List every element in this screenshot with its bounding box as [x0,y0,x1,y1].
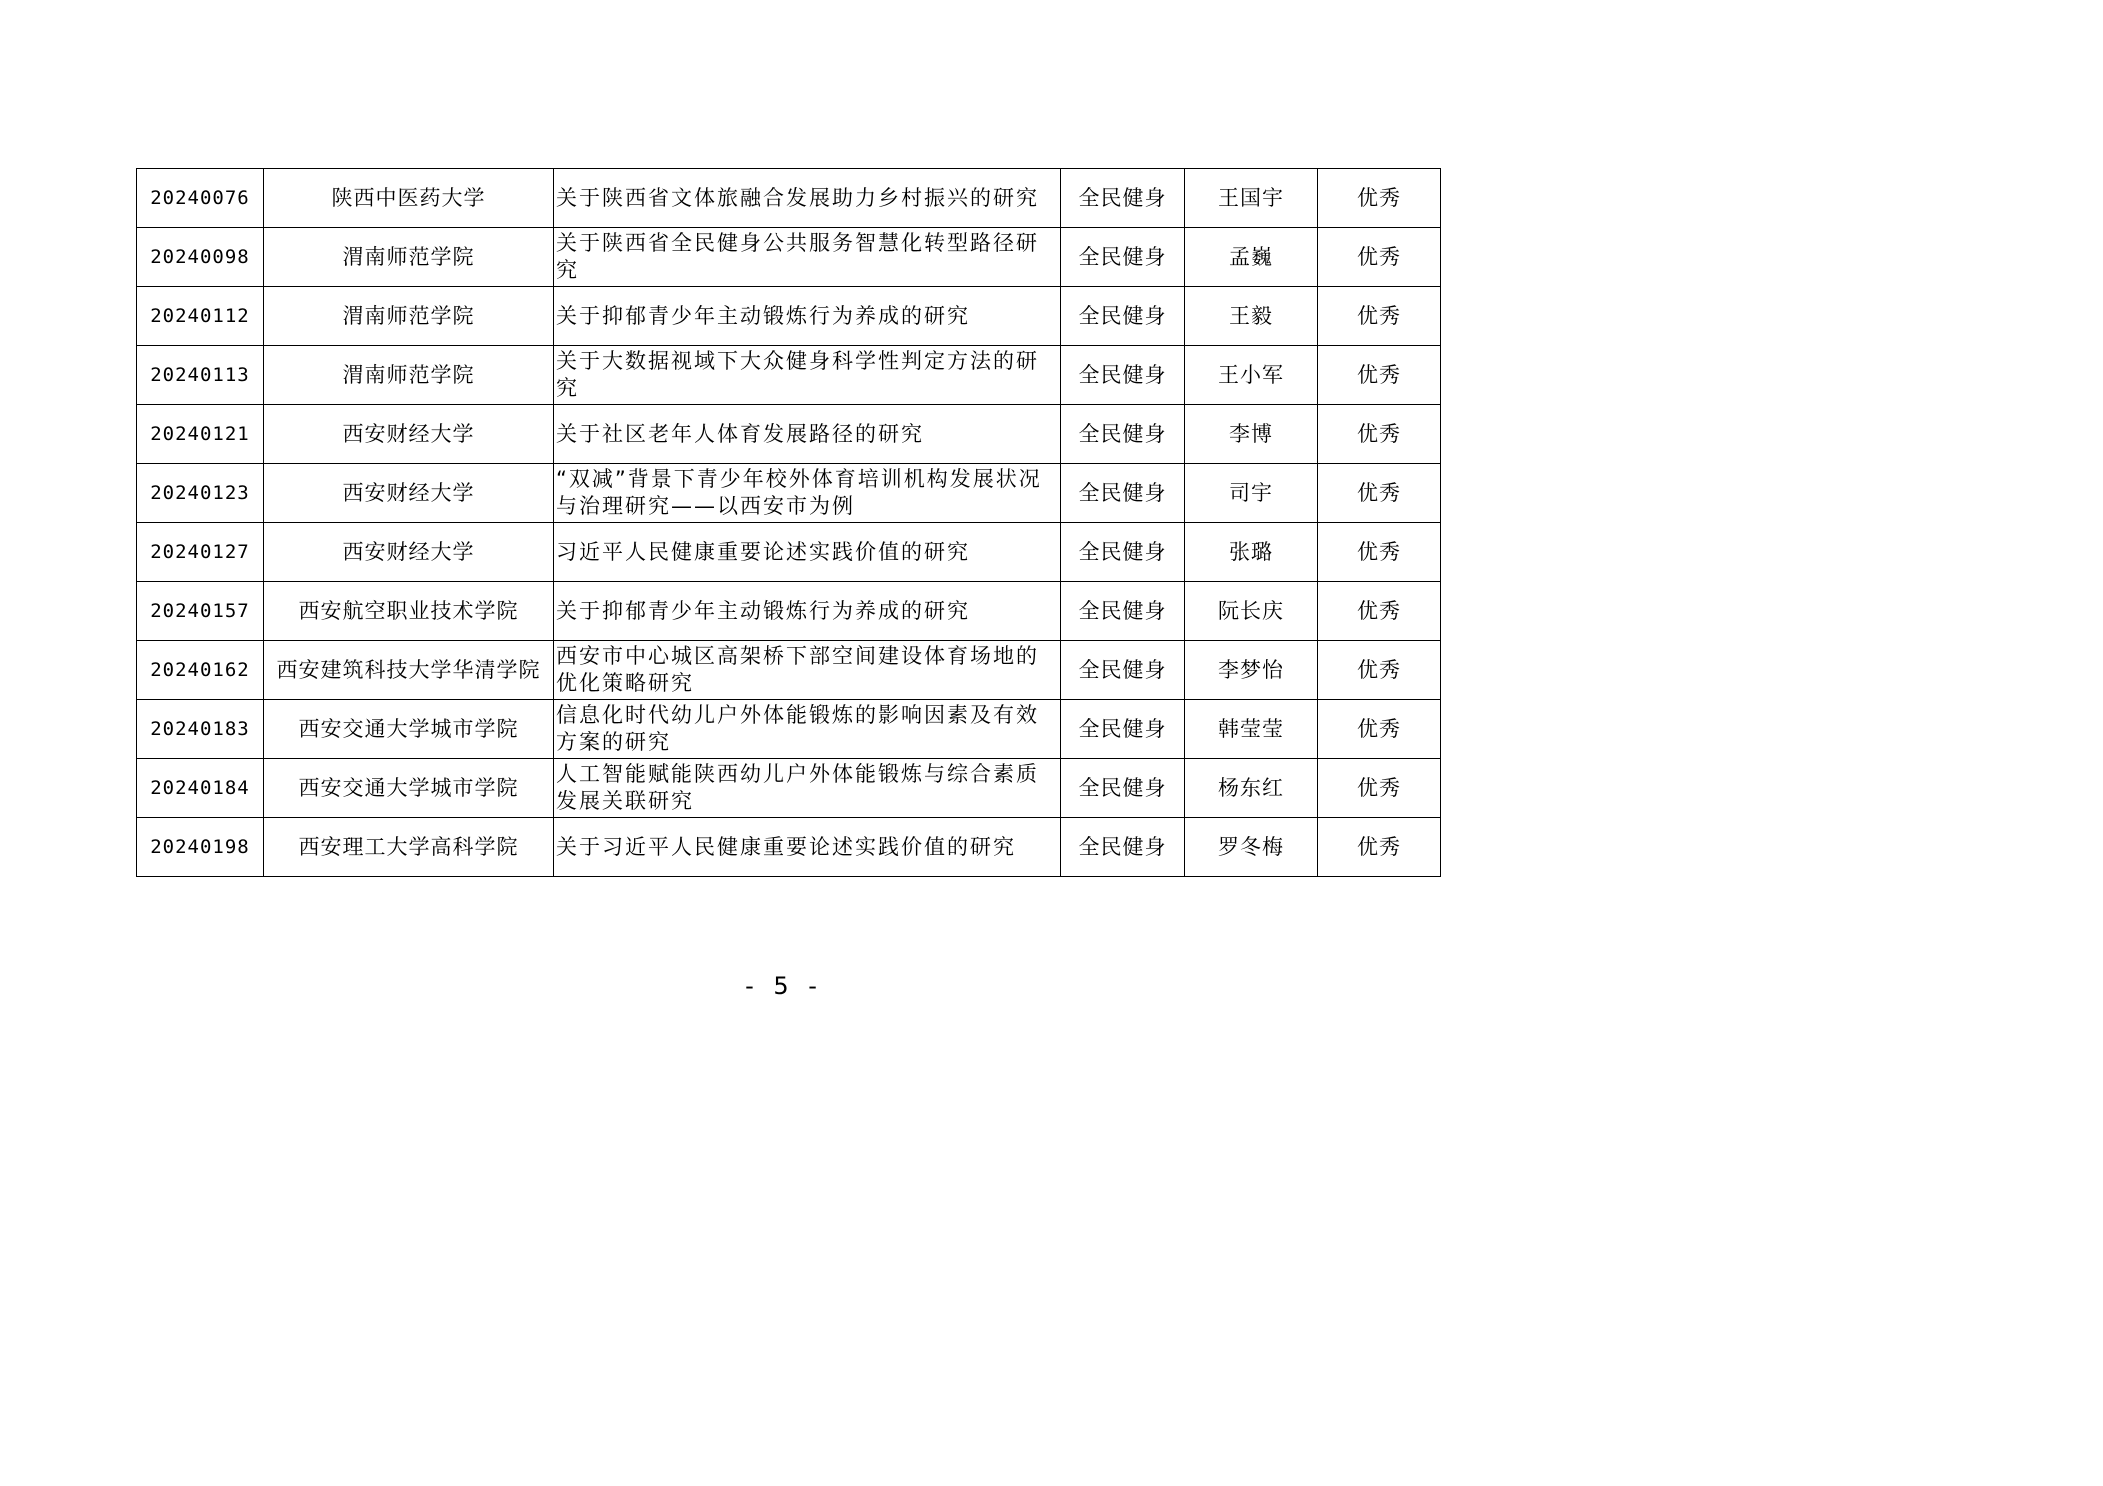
cell-category: 全民健身 [1061,169,1185,228]
cell-author: 罗冬梅 [1185,818,1318,877]
cell-topic: 西安市中心城区高架桥下部空间建设体育场地的优化策略研究 [554,641,1061,700]
cell-author: 王毅 [1185,287,1318,346]
cell-grade: 优秀 [1318,759,1441,818]
cell-category: 全民健身 [1061,405,1185,464]
table-row [137,641,1441,700]
results-table [136,168,1441,877]
cell-topic: 关于社区老年人体育发展路径的研究 [554,405,1061,464]
cell-category: 全民健身 [1061,464,1185,523]
cell-category: 全民健身 [1061,228,1185,287]
cell-author: 王小军 [1185,346,1318,405]
table-row [137,700,1441,759]
cell-project-id: 20240076 [137,169,264,228]
cell-grade: 优秀 [1318,818,1441,877]
cell-topic: 信息化时代幼儿户外体能锻炼的影响因素及有效方案的研究 [554,700,1061,759]
cell-category: 全民健身 [1061,523,1185,582]
cell-school: 西安航空职业技术学院 [264,582,554,641]
table-row [137,582,1441,641]
cell-project-id: 20240162 [137,641,264,700]
cell-author: 张璐 [1185,523,1318,582]
cell-topic: 习近平人民健康重要论述实践价值的研究 [554,523,1061,582]
cell-school: 西安交通大学城市学院 [264,700,554,759]
table-row [137,759,1441,818]
cell-grade: 优秀 [1318,582,1441,641]
page-number: - 5 - [745,972,823,1000]
cell-grade: 优秀 [1318,464,1441,523]
table-row [137,523,1441,582]
cell-author: 韩莹莹 [1185,700,1318,759]
cell-project-id: 20240098 [137,228,264,287]
cell-school: 西安财经大学 [264,523,554,582]
cell-project-id: 20240112 [137,287,264,346]
table-row [137,169,1441,228]
cell-topic: 人工智能赋能陕西幼儿户外体能锻炼与综合素质发展关联研究 [554,759,1061,818]
table-row [137,346,1441,405]
table-row [137,228,1441,287]
cell-author: 王国宇 [1185,169,1318,228]
cell-school: 渭南师范学院 [264,346,554,405]
cell-topic: 关于抑郁青少年主动锻炼行为养成的研究 [554,582,1061,641]
cell-topic: 关于陕西省全民健身公共服务智慧化转型路径研究 [554,228,1061,287]
cell-project-id: 20240123 [137,464,264,523]
cell-project-id: 20240183 [137,700,264,759]
cell-project-id: 20240113 [137,346,264,405]
cell-grade: 优秀 [1318,523,1441,582]
cell-topic: 关于抑郁青少年主动锻炼行为养成的研究 [554,287,1061,346]
table-row [137,818,1441,877]
cell-project-id: 20240198 [137,818,264,877]
cell-category: 全民健身 [1061,700,1185,759]
cell-project-id: 20240184 [137,759,264,818]
cell-project-id: 20240157 [137,582,264,641]
table-row [137,405,1441,464]
cell-grade: 优秀 [1318,287,1441,346]
cell-school: 西安财经大学 [264,405,554,464]
cell-school: 陕西中医药大学 [264,169,554,228]
cell-project-id: 20240121 [137,405,264,464]
cell-topic: 关于习近平人民健康重要论述实践价值的研究 [554,818,1061,877]
cell-category: 全民健身 [1061,346,1185,405]
cell-topic: 关于大数据视域下大众健身科学性判定方法的研究 [554,346,1061,405]
cell-project-id: 20240127 [137,523,264,582]
cell-author: 孟巍 [1185,228,1318,287]
cell-school: 西安财经大学 [264,464,554,523]
cell-topic: “双减”背景下青少年校外体育培训机构发展状况与治理研究——以西安市为例 [554,464,1061,523]
cell-school: 渭南师范学院 [264,287,554,346]
cell-author: 司宇 [1185,464,1318,523]
cell-school: 渭南师范学院 [264,228,554,287]
cell-school: 西安交通大学城市学院 [264,759,554,818]
cell-category: 全民健身 [1061,818,1185,877]
cell-author: 阮长庆 [1185,582,1318,641]
cell-category: 全民健身 [1061,287,1185,346]
cell-author: 李博 [1185,405,1318,464]
cell-grade: 优秀 [1318,641,1441,700]
cell-school: 西安建筑科技大学华清学院 [264,641,554,700]
cell-author: 李梦怡 [1185,641,1318,700]
cell-grade: 优秀 [1318,346,1441,405]
cell-grade: 优秀 [1318,405,1441,464]
cell-grade: 优秀 [1318,700,1441,759]
cell-grade: 优秀 [1318,228,1441,287]
cell-category: 全民健身 [1061,641,1185,700]
table-row [137,287,1441,346]
cell-category: 全民健身 [1061,582,1185,641]
cell-author: 杨东红 [1185,759,1318,818]
table-body [137,169,1441,877]
cell-grade: 优秀 [1318,169,1441,228]
cell-category: 全民健身 [1061,759,1185,818]
table-row [137,464,1441,523]
cell-school: 西安理工大学高科学院 [264,818,554,877]
cell-topic: 关于陕西省文体旅融合发展助力乡村振兴的研究 [554,169,1061,228]
